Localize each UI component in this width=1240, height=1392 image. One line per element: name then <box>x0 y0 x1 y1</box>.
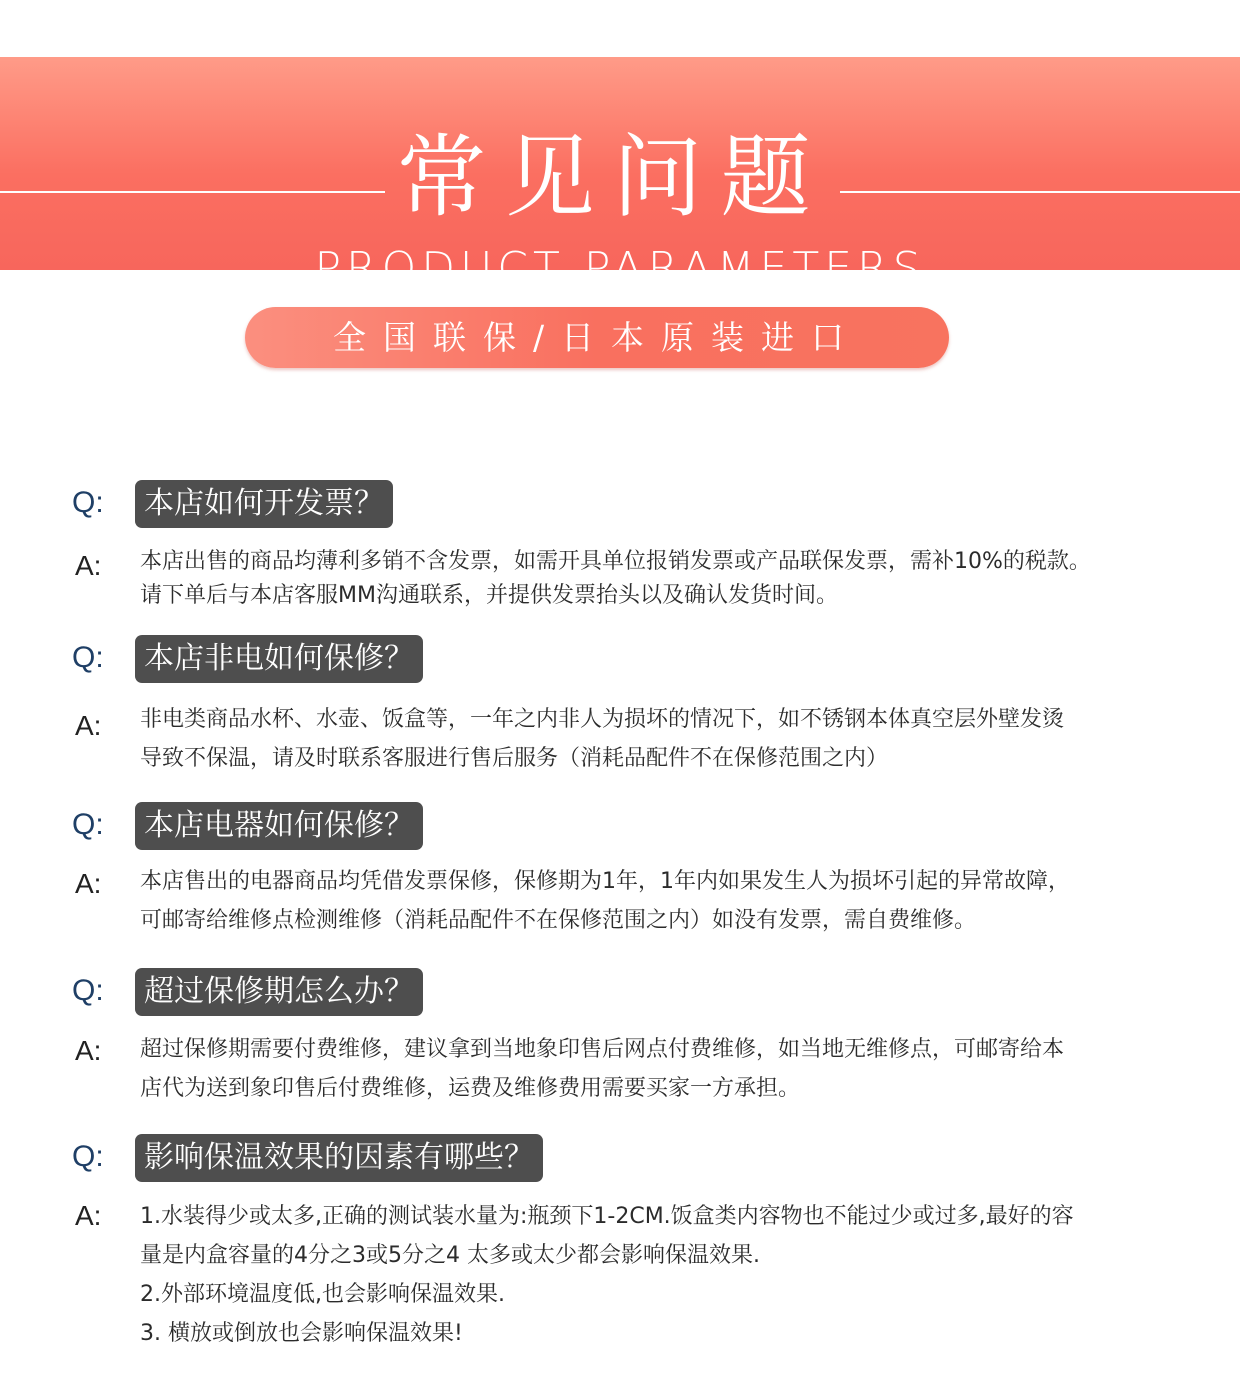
faq-answer <box>140 1030 1155 1108</box>
answer-marker: A: <box>75 1035 102 1066</box>
answer-line: 本店出售的商品均薄利多销不含发票，如需开具单位报销发票或产品联保发票，需补10%的税款。 <box>140 549 1091 574</box>
question-marker: Q: <box>72 486 104 519</box>
faq-answer <box>140 862 1155 940</box>
banner-right-rule <box>840 191 1240 193</box>
question-heading: 影响保温效果的因素有哪些？ <box>135 1134 543 1182</box>
banner-title: 常见问题 <box>396 125 829 230</box>
question-marker: Q: <box>72 1140 104 1173</box>
answer-line: 本店售出的电器商品均凭借发票保修，保修期为1年，1年内如果发生人为损坏引起的异常故障， <box>140 869 1070 894</box>
answer-marker: A: <box>75 868 102 899</box>
answer-line: 导致不保温，请及时联系客服进行售后服务（消耗品配件不在保修范围之内） <box>140 746 889 771</box>
banner-subtitle: PRODUCT PARAMETERS <box>314 243 926 294</box>
question-heading: 本店如何开发票？ <box>135 480 393 528</box>
answer-line: 店代为送到象印售后付费维修，运费及维修费用需要买家一方承担。 <box>140 1076 801 1101</box>
question-marker: Q: <box>72 974 104 1007</box>
answer-line: 可邮寄给维修点检测维修（消耗品配件不在保修范围之内）如没有发票，需自费维修。 <box>140 908 977 933</box>
answer-marker: A: <box>75 710 102 741</box>
banner-left-rule <box>0 191 385 193</box>
question-heading: 超过保修期怎么办？ <box>135 968 423 1016</box>
answer-line: 请下单后与本店客服MM沟通联系，并提供发票抬头以及确认发货时间。 <box>140 583 838 608</box>
answer-marker: A: <box>75 550 102 581</box>
faq-answer <box>140 545 1155 613</box>
answer-line: 非电类商品水杯、水壶、饭盒等，一年之内非人为损坏的情况下，如不锈钢本体真空层外壁发烫 <box>140 707 1065 732</box>
question-marker: Q: <box>72 641 104 674</box>
warranty-pill: 全国联保/日本原装进口 <box>245 307 949 368</box>
question-marker: Q: <box>72 808 104 841</box>
answer-line: 3. 横放或倒放也会影响保温效果! <box>140 1321 463 1346</box>
faq-answer <box>140 700 1155 778</box>
question-heading: 本店非电如何保修？ <box>135 635 423 683</box>
answer-line: 超过保修期需要付费维修，建议拿到当地象印售后网点付费维修，如当地无维修点，可邮寄给本 <box>140 1037 1065 1062</box>
faq-answer <box>140 1197 1155 1353</box>
answer-marker: A: <box>75 1200 102 1231</box>
question-heading: 本店电器如何保修？ <box>135 802 423 850</box>
header-banner <box>0 57 1240 294</box>
answer-line: 1.水装得少或太多,正确的测试装水量为:瓶颈下1-2CM.饭盒类内容物也不能过少或过多,最好的容 <box>140 1204 1074 1229</box>
answer-line: 量是内盒容量的4分之3或5分之4 太多或太少都会影响保温效果. <box>140 1243 760 1268</box>
answer-line: 2.外部环境温度低,也会影响保温效果. <box>140 1282 505 1307</box>
